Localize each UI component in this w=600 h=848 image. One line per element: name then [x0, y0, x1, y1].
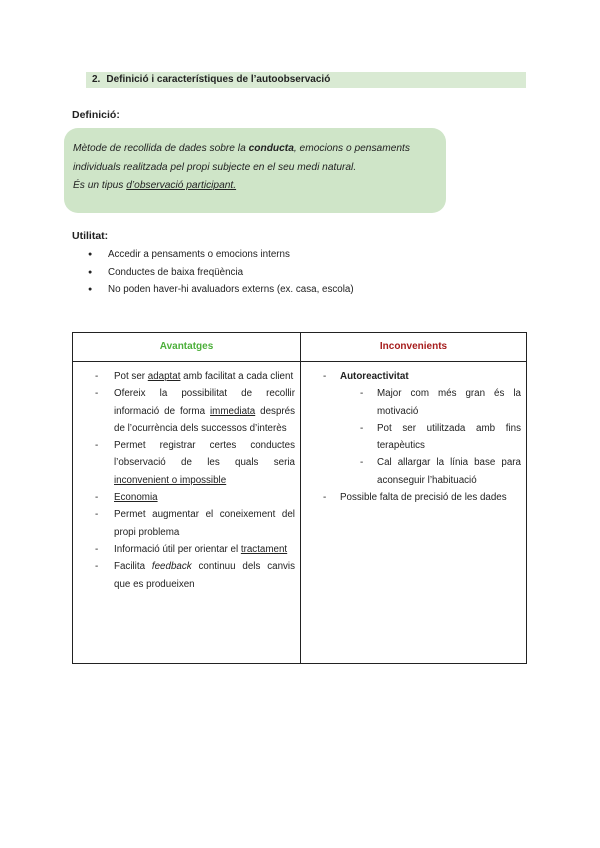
definition-label: Definició:	[72, 109, 120, 121]
definition-box	[64, 128, 446, 213]
list-item: - Pot ser adaptat amb facilitat a cada client	[73, 368, 295, 385]
comparison-table	[72, 332, 527, 664]
list-item: ● Conductes de baixa freqüència	[86, 264, 354, 282]
list-item: - Permet augmentar el coneixement del propi problema	[73, 506, 295, 541]
list-item: - Possible falta de precisió de les dades	[301, 489, 521, 506]
list-item: - Pot ser utilitzada amb fins terapèutics	[340, 420, 521, 455]
disadvantages-list	[301, 368, 521, 506]
list-item: - Ofereix la possibilitat de recollir informació de forma immediata després de l’ocurrència dels successos d’interès	[73, 385, 295, 437]
section-heading	[86, 72, 526, 88]
advantages-list	[73, 368, 295, 593]
definition-type: És un tipus d’observació participant.	[73, 180, 237, 191]
list-item: - Facilita feedback continuu dels canvis que es produeixen	[73, 558, 295, 593]
list-item: - Informació útil per orientar el tractament	[73, 541, 295, 558]
list-item: - Permet registrar certes conductes l’observació de les quals seria inconvenient o impossible	[73, 437, 295, 489]
section-number: 2.	[92, 74, 101, 85]
disadvantages-header: Inconvenients	[301, 333, 527, 362]
advantages-header: Avantatges	[73, 333, 301, 362]
list-item: - Autoreactivitat - Major com més gran és la motivació - Pot ser utilitzada amb fins terapèutics - Cal allargar la línia base para aconseguir l’habituació	[301, 368, 521, 489]
utility-label: Utilitat:	[72, 230, 109, 242]
list-item: ● No poden haver-hi avaluadors externs (ex. casa, escola)	[86, 281, 354, 299]
sub-list	[340, 385, 521, 489]
table-header-row	[73, 333, 527, 362]
list-item: ● Accedir a pensaments o emocions interns	[86, 246, 354, 264]
list-item: - Economia	[73, 489, 295, 506]
definition-type-link: d’observació participant.	[126, 180, 237, 191]
list-item: - Major com més gran és la motivació	[340, 385, 521, 420]
section-title: Definició i característiques de l’autoobservació	[106, 74, 331, 85]
definition-keyword: conducta	[248, 143, 294, 154]
disadvantages-cell	[301, 362, 527, 664]
list-item: - Cal allargar la línia base para aconseguir l’habituació	[340, 454, 521, 489]
table-row	[73, 362, 527, 664]
advantages-cell	[73, 362, 301, 664]
utility-list	[86, 246, 354, 299]
definition-text: Mètode de recollida de dades sobre la conducta, emocions o pensaments individuals realitzada pel propi subjecte en el seu medi natural.	[73, 143, 410, 173]
